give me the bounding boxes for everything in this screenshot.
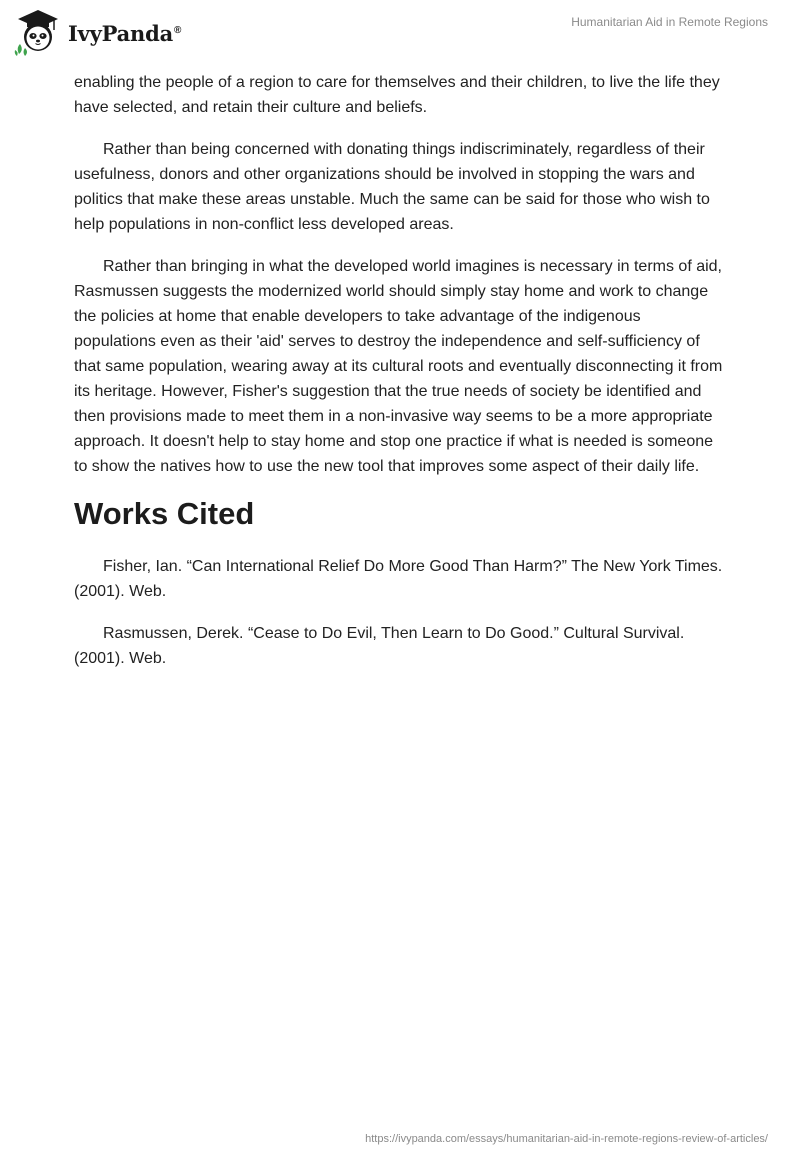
- citation-entry: Fisher, Ian. “Can International Relief Do More Good Than Harm?” The New York Times. (2001). Web.: [74, 558, 723, 600]
- body-paragraph: Rather than bringing in what the developed world imagines is necessary in terms of aid, Rasmussen suggests the modernized world should simply stay home and work to change the policies at home that enable developers to take advantage of the indigenous populations even as their 'aid' serves to destroy the independence and self-sufficiency of that same population, wearing away at its cultural roots and eventually disconnecting it from its heritage. However, Fisher's suggestion that the true needs of society be identified and then provisions made to meet them in a non-invasive way seems to be a more appropriate approach. It doesn't help to stay home and stop one practice if what is needed is someone to show the natives how to use the new tool that improves some aspect of their daily life.: [74, 258, 723, 475]
- body-paragraph: enabling the people of a region to care for themselves and their children, to live the life they have selected, and retain their culture and beliefs.: [74, 74, 720, 116]
- essay-body: [74, 70, 724, 688]
- citation-entry: Rasmussen, Derek. “Cease to Do Evil, Then Learn to Do Good.” Cultural Survival. (2001). Web.: [74, 625, 685, 667]
- registered-mark: ®: [174, 24, 182, 36]
- panda-graduate-icon: [14, 8, 62, 56]
- works-cited-heading: Works Cited: [74, 496, 255, 531]
- source-url[interactable]: https://ivypanda.com/essays/humanitarian-aid-in-remote-regions-review-of-articles/: [365, 1133, 768, 1145]
- body-paragraph: Rather than being concerned with donating things indiscriminately, regardless of their usefulness, donors and other organizations should be involved in stopping the wars and politics that make these areas unstable. Much the same can be said for those who wish to help populations in non-conflict less developed areas.: [74, 141, 710, 233]
- ivypanda-logo[interactable]: [14, 8, 181, 56]
- logo-wordmark: IvyPanda®: [68, 20, 182, 46]
- document-title: Humanitarian Aid in Remote Regions: [571, 15, 768, 29]
- page-header: [0, 0, 800, 60]
